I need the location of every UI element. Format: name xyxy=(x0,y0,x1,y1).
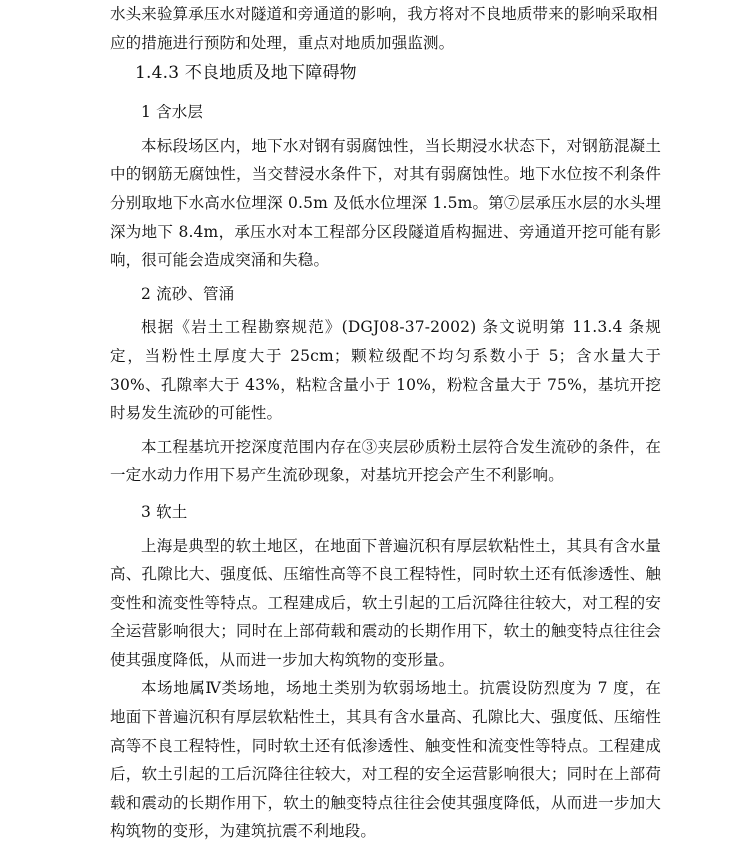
paragraph-quicksand-1: 根据《岩土工程勘察规范》(DGJ08-37-2002) 条文说明第 11.3.4 条规定，当粉性土厚度大于 25cm；颗粒级配不均匀系数小于 5；含水量大于 30%、孔隙率大于 43%，粘粒含量小于 10%，粉粒含量大于 75%，基坑开挖时易发生流砂的可能性。 xyxy=(110,318,661,423)
paragraph-aquifer: 本标段场区内，地下水对钢有弱腐蚀性，当长期浸水状态下，对钢筋混凝土中的钢筋无腐蚀性，当交替浸水条件下，对其有弱腐蚀性。地下水位按不利条件分别取地下水高水位埋深 0.5m 及低水位埋深 1.5m。第⑦层承压水层的水头埋深为地下 8.4m，承压水对本工程部分区段隧道盾构掘进、旁通道开挖可能有影响，很可能会造成突涌和失稳。 xyxy=(110,136,661,270)
paragraph-soft-soil-1: 上海是典型的软土地区，在地面下普遍沉积有厚层软粘性土，其具有含水量高、孔隙比大、强度低、压缩性高等不良工程特性，同时软土还有低渗透性、触变性和流变性等特点。工程建成后，软土引起的工后沉降往往较大，对工程的安全运营影响很大；同时在上部荷载和震动的长期作用下，软土的触变特点往往会使其强度降低，从而进一步加大构筑物的变形量。 xyxy=(110,536,661,669)
intro-line-2: 应的措施进行预防和处理，重点对地质加强监测。 xyxy=(110,33,455,52)
paragraph-soft-soil-2: 本场地属Ⅳ类场地，场地土类别为软弱场地土。抗震设防烈度为 7 度，在地面下普遍沉积有厚层软粘性土，其具有含水量高、孔隙比大、强度低、压缩性高等不良工程特性，同时软土还有低渗透性、触变性和流变性等特点。工程建成后，软土引起的工后沉降往往较大，对工程的安全运营影响很大；同时在上部荷载和震动的长期作用下，软土的触变特点往往会使其强度降低，从而进一步加大构筑物的变形，为建筑抗震不利地段。 xyxy=(110,679,661,841)
paragraph-quicksand-2: 本工程基坑开挖深度范围内存在③夹层砂质粉土层符合发生流砂的条件，在一定水动力作用下易产生流砂现象，对基坑开挖会产生不利影响。 xyxy=(110,437,661,485)
intro-line-1: 水头来验算承压水对隧道和旁通道的影响，我方将对不良地质带来的影响采取相 xyxy=(110,5,658,23)
subsection-heading-soft-soil: 3 软土 xyxy=(141,502,188,521)
section-heading: 1.4.3 不良地质及地下障碍物 xyxy=(135,63,357,84)
subsection-heading-aquifer: 1 含水层 xyxy=(141,103,204,122)
subsection-heading-quicksand: 2 流砂、管涌 xyxy=(141,284,235,303)
